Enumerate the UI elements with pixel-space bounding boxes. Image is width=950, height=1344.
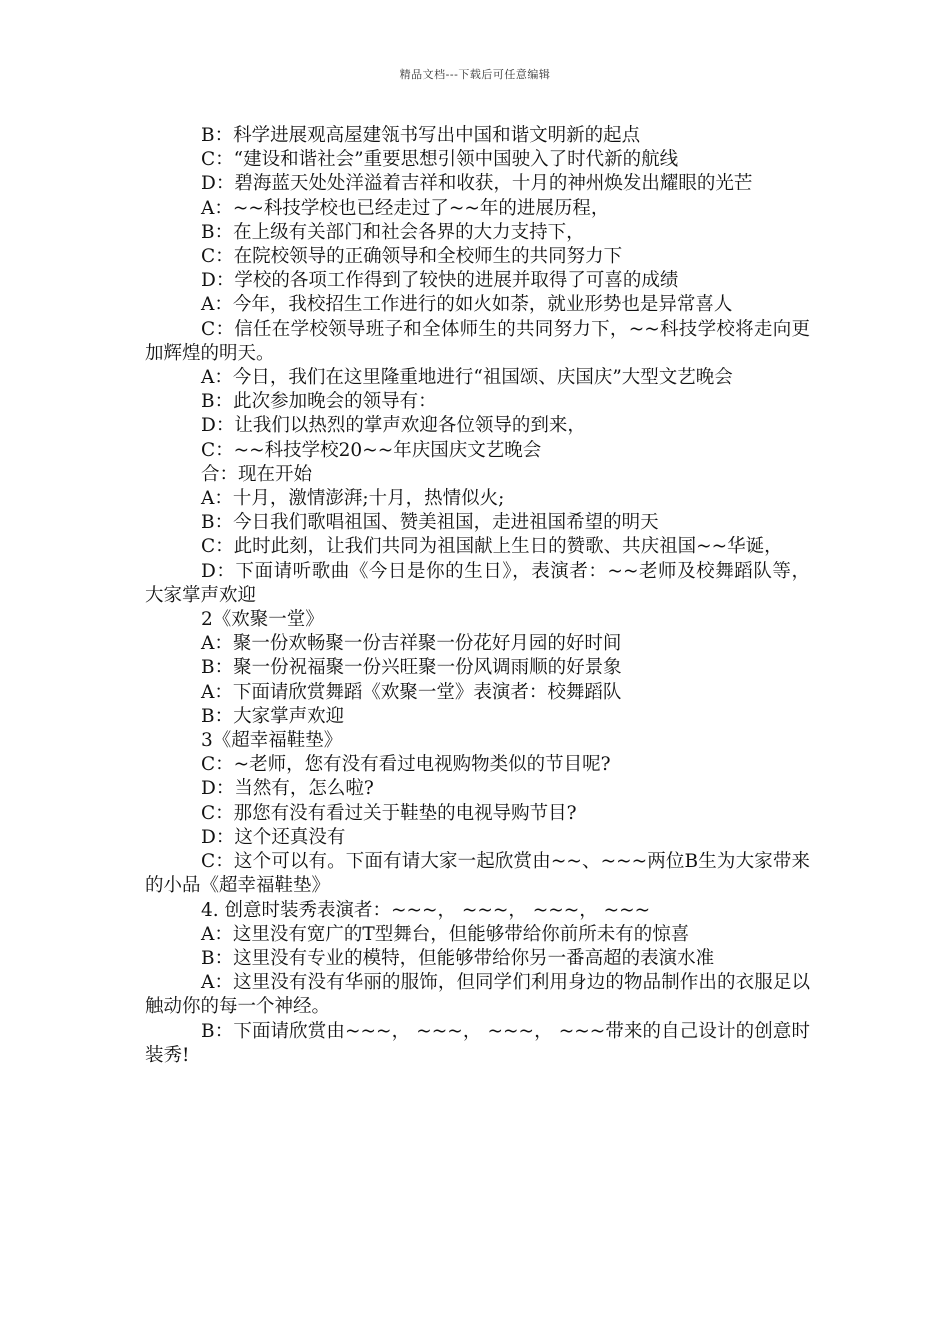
paragraph: B：今日我们歌唱祖国、赞美祖国，走进祖国希望的明天 [201,512,659,534]
paragraph: B：聚一份祝福聚一份兴旺聚一份风调雨顺的好景象 [201,657,622,679]
paragraph: B：在上级有关部门和社会各界的大力支持下， [201,221,585,243]
paragraph: B：大家掌声欢迎 [201,705,345,727]
paragraph: B：这里没有专业的模特，但能够带给你另一番高超的表演水准 [201,947,715,969]
paragraph: D：学校的各项工作得到了较快的进展并取得了可喜的成绩 [201,270,679,292]
paragraph: 合：现在开始 [201,463,313,485]
paragraph: A：~~科技学校也已经走过了~~年的进展历程， [201,197,610,219]
paragraph: A：这里没有没有华丽的服饰，但同学们利用身边的物品制作出的衣服足以触动你的每一个神经。 [145,972,810,1018]
paragraph: A：下面请欣赏舞蹈《欢聚一堂》表演者：校舞蹈队 [201,681,622,703]
paragraph: D：碧海蓝天处处洋溢着吉祥和收获，十月的神州焕发出耀眼的光芒 [201,173,753,195]
paragraph: A：今年，我校招生工作进行的如火如荼，就业形势也是异常喜人 [201,294,733,316]
paragraph: B：科学进展观高屋建瓴书写出中国和谐文明新的起点 [201,125,641,146]
paragraph: C：信任在学校领导班子和全体师生的共同努力下，~~科技学校将走向更加辉煌的明天。 [145,318,810,364]
paragraph: A：这里没有宽广的T型舞台，但能够带给你前所未有的惊喜 [201,923,690,945]
paragraph: A：聚一份欢畅聚一份吉祥聚一份花好月园的好时间 [201,633,622,655]
paragraph: C：~老师，您有没有看过电视购物类似的节目呢? [201,754,611,776]
paragraph: B：下面请欣赏由~~~， ~~~， ~~~， ~~~带来的自己设计的创意时装秀! [145,1020,810,1066]
paragraph: A：今日，我们在这里隆重地进行“祖国颂、庆国庆”大型文艺晚会 [201,367,733,389]
paragraph: C：这个可以有。下面有请大家一起欣赏由~~、~~~两位B生为大家带来的小品《超幸福鞋垫》 [145,851,810,897]
paragraph: C：那您有没有看过关于鞋垫的电视导购节目? [201,802,577,824]
section-heading: 3《超幸福鞋垫》 [201,730,343,752]
paragraph: C：在院校领导的正确领导和全校师生的共同努力下 [201,246,623,268]
page-header: 精品文档---下载后可任意编辑 [399,68,551,81]
script-body [145,124,810,1068]
section-heading: 2《欢聚一堂》 [201,609,324,631]
paragraph: D：让我们以热烈的掌声欢迎各位领导的到来， [201,415,586,437]
paragraph: A：十月，激情澎湃;十月，热情似火; [201,488,505,510]
section-heading: 4. 创意时装秀表演者：~~~， ~~~， ~~~， ~~~ [201,899,651,921]
paragraph: D：下面请听歌曲《今日是你的生日》，表演者：~~老师及校舞蹈队等，大家掌声欢迎 [145,560,810,606]
paragraph: C：~~科技学校20~~年庆国庆文艺晚会 [201,439,542,461]
paragraph: D：当然有，怎么啦? [201,778,374,800]
paragraph: D：这个还真没有 [201,826,346,848]
paragraph: C：“建设和谐社会”重要思想引领中国驶入了时代新的航线 [201,149,679,171]
paragraph: B：此次参加晚会的领导有： [201,391,437,413]
paragraph: C：此时此刻，让我们共同为祖国献上生日的赞歌、共庆祖国~~华诞， [201,536,783,558]
